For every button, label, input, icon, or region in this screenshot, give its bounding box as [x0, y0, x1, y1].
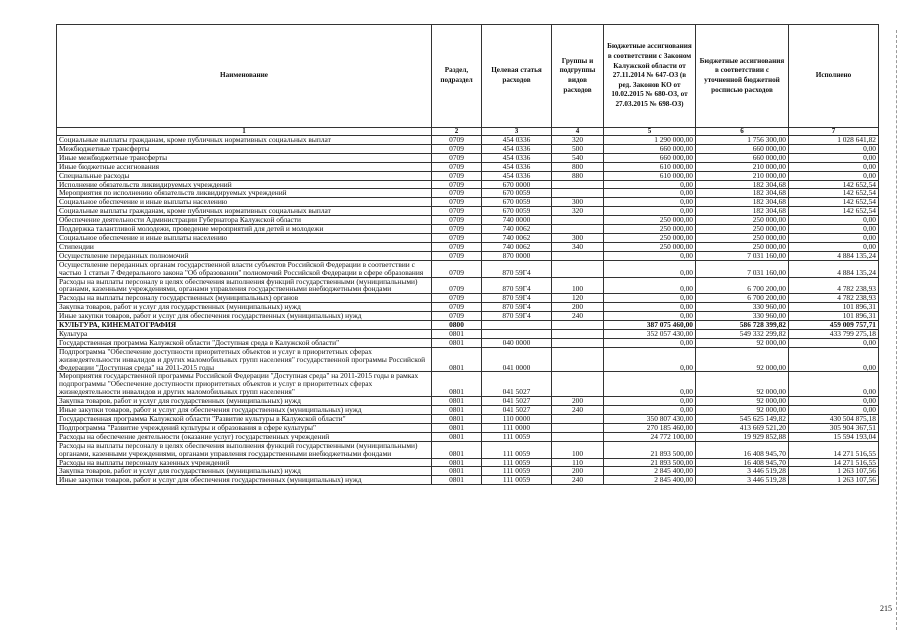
table-cell-vr: [552, 432, 604, 441]
col-number: 7: [789, 128, 879, 136]
table-cell-vr: 300: [552, 198, 604, 207]
table-cell-name: Мероприятия по исполнению обязательств ликвидируемых учреждений: [57, 189, 432, 198]
budget-table: [56, 24, 879, 485]
table-cell-law: 0,00: [604, 312, 696, 321]
table-cell-bud: 660 000,00: [696, 153, 789, 162]
table-cell-exe: 142 652,54: [789, 189, 879, 198]
table-cell-bud: 7 031 160,00: [696, 251, 789, 260]
table-cell-name: КУЛЬТУРА, КИНЕМАТОГРАФИЯ: [57, 321, 432, 330]
table-cell-sec: 0801: [432, 338, 482, 347]
table-cell-exe: 15 594 193,04: [789, 432, 879, 441]
table-cell-sec: 0801: [432, 415, 482, 424]
table-cell-law: 0,00: [604, 338, 696, 347]
table-row: [57, 189, 879, 198]
table-cell-law: 250 000,00: [604, 216, 696, 225]
col-number: 2: [432, 128, 482, 136]
table-cell-law: 0,00: [604, 260, 696, 277]
table-cell-law: 250 000,00: [604, 233, 696, 242]
table-cell-sec: 0709: [432, 233, 482, 242]
table-cell-exe: 0,00: [789, 171, 879, 180]
table-cell-sec: 0801: [432, 329, 482, 338]
table-row: [57, 415, 879, 424]
table-cell-cs: 454 0336: [482, 144, 552, 153]
table-cell-vr: 320: [552, 136, 604, 145]
table-cell-sec: 0709: [432, 162, 482, 171]
budget-table-sheet: [56, 24, 878, 485]
table-cell-law: 0,00: [604, 406, 696, 415]
table-cell-sec: 0709: [432, 180, 482, 189]
table-cell-sec: 0709: [432, 136, 482, 145]
table-cell-name: Осуществление переданных полномочий: [57, 251, 432, 260]
table-cell-law: 350 807 430,00: [604, 415, 696, 424]
table-cell-law: 250 000,00: [604, 225, 696, 234]
table-cell-exe: 0,00: [789, 233, 879, 242]
table-cell-exe: 0,00: [789, 216, 879, 225]
table-cell-law: 2 845 400,00: [604, 467, 696, 476]
table-cell-law: 610 000,00: [604, 171, 696, 180]
table-cell-vr: 320: [552, 207, 604, 216]
table-cell-exe: 0,00: [789, 162, 879, 171]
table-cell-bud: 182 304,68: [696, 198, 789, 207]
table-cell-exe: 0,00: [789, 225, 879, 234]
table-cell-cs: 111 0059: [482, 441, 552, 458]
table-cell-bud: 330 960,00: [696, 303, 789, 312]
table-cell-cs: 670 0059: [482, 189, 552, 198]
table-cell-vr: 340: [552, 242, 604, 251]
table-cell-name: Специальные расходы: [57, 171, 432, 180]
table-cell-name: Расходы на выплаты персоналу в целях обеспечения выполнения функций государственными (муниципальными) органами, казенными учреждениями, органами управления государственными внебюджетными фондами: [57, 277, 432, 294]
table-row: [57, 467, 879, 476]
table-cell-exe: 1 263 107,56: [789, 467, 879, 476]
table-row: [57, 372, 879, 397]
table-cell-bud: 586 728 399,82: [696, 321, 789, 330]
header-budget: Бюджетные ассигнования в соответствии с уточненной бюджетной росписью расходов: [696, 25, 789, 128]
table-cell-exe: 0,00: [789, 347, 879, 372]
table-row: [57, 458, 879, 467]
table-cell-vr: [552, 216, 604, 225]
table-cell-cs: 454 0336: [482, 171, 552, 180]
table-cell-name: Социальные выплаты гражданам, кроме публичных нормативных социальных выплат: [57, 136, 432, 145]
table-row: [57, 294, 879, 303]
table-row: [57, 476, 879, 485]
table-cell-bud: 250 000,00: [696, 242, 789, 251]
table-cell-vr: 540: [552, 153, 604, 162]
table-row: [57, 277, 879, 294]
table-row: [57, 144, 879, 153]
table-cell-vr: [552, 251, 604, 260]
table-cell-name: Закупка товаров, работ и услуг для государственных (муниципальных) нужд: [57, 397, 432, 406]
table-cell-name: Иные бюджетные ассигнования: [57, 162, 432, 171]
table-cell-cs: 454 0336: [482, 153, 552, 162]
table-cell-vr: 110: [552, 458, 604, 467]
table-cell-sec: 0801: [432, 441, 482, 458]
table-cell-cs: 041 5027: [482, 372, 552, 397]
table-row: [57, 260, 879, 277]
table-cell-bud: 250 000,00: [696, 225, 789, 234]
table-cell-name: Расходы на выплаты персоналу государственных (муниципальных) органов: [57, 294, 432, 303]
table-cell-name: Обеспечение деятельности Администрации Губернатора Калужской области: [57, 216, 432, 225]
table-cell-name: Закупка товаров, работ и услуг для государственных (муниципальных) нужд: [57, 303, 432, 312]
table-cell-name: Стипендии: [57, 242, 432, 251]
table-cell-cs: 670 0059: [482, 207, 552, 216]
table-cell-exe: 1 263 107,56: [789, 476, 879, 485]
table-row: [57, 432, 879, 441]
table-cell-sec: 0801: [432, 423, 482, 432]
table-cell-exe: 4 782 238,93: [789, 277, 879, 294]
table-cell-cs: 870 59Г4: [482, 303, 552, 312]
table-cell-law: 660 000,00: [604, 144, 696, 153]
table-cell-bud: 210 000,00: [696, 171, 789, 180]
table-cell-bud: 182 304,68: [696, 207, 789, 216]
table-cell-cs: 110 0000: [482, 415, 552, 424]
table-cell-exe: 14 271 516,55: [789, 441, 879, 458]
table-cell-sec: 0801: [432, 406, 482, 415]
table-cell-name: Расходы на выплаты персоналу казенных учреждений: [57, 458, 432, 467]
table-cell-cs: 111 0059: [482, 458, 552, 467]
table-row: [57, 338, 879, 347]
table-cell-name: Осуществление переданных органам государственной власти субъектов Российской Федерации в соответствии с частью 1 статьи 7 Федерального закона "Об образовании" полномочий Российской Федерации в сфере образования: [57, 260, 432, 277]
table-cell-vr: 500: [552, 144, 604, 153]
table-cell-bud: 19 929 852,88: [696, 432, 789, 441]
table-cell-exe: 305 904 367,51: [789, 423, 879, 432]
table-cell-cs: 041 5027: [482, 406, 552, 415]
table-cell-name: Социальное обеспечение и иные выплаты населению: [57, 198, 432, 207]
table-row: [57, 136, 879, 145]
table-cell-vr: [552, 329, 604, 338]
table-cell-exe: 101 896,31: [789, 303, 879, 312]
table-cell-sec: 0709: [432, 277, 482, 294]
table-row: [57, 153, 879, 162]
header-group: Группы и подгруппы видов расходов: [552, 25, 604, 128]
table-cell-sec: 0709: [432, 312, 482, 321]
table-cell-name: Иные закупки товаров, работ и услуг для обеспечения государственных (муниципальных) нужд: [57, 312, 432, 321]
table-cell-cs: 111 0059: [482, 476, 552, 485]
table-cell-bud: 3 446 519,28: [696, 467, 789, 476]
col-number: 4: [552, 128, 604, 136]
table-cell-sec: 0709: [432, 216, 482, 225]
table-cell-sec: 0709: [432, 260, 482, 277]
table-cell-sec: 0709: [432, 251, 482, 260]
table-cell-exe: 433 799 275,18: [789, 329, 879, 338]
table-cell-cs: 040 0000: [482, 338, 552, 347]
table-cell-sec: 0801: [432, 458, 482, 467]
table-cell-name: Расходы на выплаты персоналу в целях обеспечения выполнения функций государственными (муниципальными) органами, казенными учреждениями, органами управления государственными внебюджетными фондами: [57, 441, 432, 458]
table-cell-law: 0,00: [604, 277, 696, 294]
table-cell-vr: [552, 338, 604, 347]
col-number: 3: [482, 128, 552, 136]
table-cell-bud: 545 625 149,82: [696, 415, 789, 424]
table-cell-name: Иные межбюджетные трансферты: [57, 153, 432, 162]
table-cell-exe: 0,00: [789, 338, 879, 347]
table-cell-cs: 740 0000: [482, 216, 552, 225]
table-cell-name: Иные закупки товаров, работ и услуг для обеспечения государственных (муниципальных) нужд: [57, 406, 432, 415]
table-cell-law: 0,00: [604, 251, 696, 260]
table-row: [57, 216, 879, 225]
table-row: [57, 312, 879, 321]
table-cell-sec: 0709: [432, 189, 482, 198]
table-cell-law: 0,00: [604, 347, 696, 372]
table-cell-vr: 880: [552, 171, 604, 180]
table-cell-vr: 240: [552, 476, 604, 485]
table-cell-exe: 0,00: [789, 406, 879, 415]
table-row: [57, 251, 879, 260]
table-cell-cs: 670 0059: [482, 198, 552, 207]
table-cell-law: 0,00: [604, 294, 696, 303]
header-target: Целевая статья расходов: [482, 25, 552, 128]
col-number: 6: [696, 128, 789, 136]
table-cell-bud: 92 000,00: [696, 372, 789, 397]
table-cell-cs: 740 0062: [482, 242, 552, 251]
table-cell-name: Социальное обеспечение и иные выплаты населению: [57, 233, 432, 242]
table-cell-vr: 240: [552, 406, 604, 415]
table-cell-name: Культура: [57, 329, 432, 338]
table-cell-name: Поддержка талантливой молодежи, проведение мероприятий для детей и молодежи: [57, 225, 432, 234]
table-row: [57, 303, 879, 312]
table-cell-law: 387 075 460,00: [604, 321, 696, 330]
table-cell-cs: 870 59Г4: [482, 294, 552, 303]
table-cell-name: Расходы на обеспечение деятельности (оказание услуг) государственных учреждений: [57, 432, 432, 441]
table-cell-vr: [552, 423, 604, 432]
table-cell-name: Закупка товаров, работ и услуг для государственных (муниципальных) нужд: [57, 467, 432, 476]
table-cell-law: 21 893 500,00: [604, 441, 696, 458]
table-cell-bud: 92 000,00: [696, 338, 789, 347]
table-cell-cs: 111 0059: [482, 432, 552, 441]
table-cell-exe: 0,00: [789, 144, 879, 153]
table-cell-cs: 870 59Г4: [482, 312, 552, 321]
table-cell-cs: 041 0000: [482, 347, 552, 372]
table-cell-exe: 0,00: [789, 242, 879, 251]
table-cell-bud: 92 000,00: [696, 406, 789, 415]
table-cell-exe: 101 896,31: [789, 312, 879, 321]
table-cell-bud: 16 408 945,70: [696, 458, 789, 467]
table-cell-bud: 549 332 299,82: [696, 329, 789, 338]
table-cell-exe: 1 028 641,82: [789, 136, 879, 145]
table-cell-vr: [552, 225, 604, 234]
table-cell-law: 0,00: [604, 397, 696, 406]
table-cell-bud: 92 000,00: [696, 347, 789, 372]
table-cell-bud: 250 000,00: [696, 216, 789, 225]
table-cell-cs: 870 59Г4: [482, 260, 552, 277]
page-number: 215: [880, 604, 892, 613]
table-cell-vr: 800: [552, 162, 604, 171]
table-cell-name: Подпрограмма "Обеспечение доступности приоритетных объектов и услуг в приоритетных сферах жизнедеятельности инвалидов и других маломобильных групп населения" государственной программы Российской Федерации "Доступная среда" на 2011-2015 годы: [57, 347, 432, 372]
table-cell-sec: 0801: [432, 347, 482, 372]
table-row: [57, 233, 879, 242]
table-cell-exe: 4 884 135,24: [789, 251, 879, 260]
table-cell-bud: 7 031 160,00: [696, 260, 789, 277]
table-cell-bud: 330 960,00: [696, 312, 789, 321]
table-row: [57, 171, 879, 180]
table-row: [57, 397, 879, 406]
table-cell-vr: [552, 347, 604, 372]
table-cell-vr: 200: [552, 397, 604, 406]
table-cell-exe: 4 782 238,93: [789, 294, 879, 303]
table-cell-vr: [552, 189, 604, 198]
table-cell-exe: 459 009 757,71: [789, 321, 879, 330]
table-cell-exe: 142 652,54: [789, 207, 879, 216]
table-cell-vr: 100: [552, 441, 604, 458]
table-cell-vr: 300: [552, 233, 604, 242]
table-cell-law: 0,00: [604, 303, 696, 312]
table-cell-sec: 0801: [432, 372, 482, 397]
table-cell-bud: 6 700 200,00: [696, 277, 789, 294]
table-cell-bud: 92 000,00: [696, 397, 789, 406]
table-cell-vr: [552, 260, 604, 277]
table-cell-sec: 0709: [432, 153, 482, 162]
table-cell-sec: 0709: [432, 303, 482, 312]
table-cell-cs: 740 0062: [482, 233, 552, 242]
table-cell-name: Подпрограмма "Развитие учреждений культуры и образования в сфере культуры": [57, 423, 432, 432]
table-cell-bud: 16 408 945,70: [696, 441, 789, 458]
table-cell-vr: [552, 415, 604, 424]
header-section: Раздел, подраздел: [432, 25, 482, 128]
table-cell-cs: 454 0336: [482, 162, 552, 171]
col-number: 5: [604, 128, 696, 136]
table-cell-vr: 120: [552, 294, 604, 303]
table-cell-law: 1 290 000,00: [604, 136, 696, 145]
table-cell-law: 21 893 500,00: [604, 458, 696, 467]
table-row: [57, 180, 879, 189]
table-cell-sec: 0709: [432, 225, 482, 234]
table-cell-sec: 0801: [432, 476, 482, 485]
table-cell-sec: 0709: [432, 207, 482, 216]
table-cell-exe: 0,00: [789, 397, 879, 406]
table-cell-sec: 0709: [432, 294, 482, 303]
table-cell-sec: 0709: [432, 144, 482, 153]
table-cell-bud: 413 669 521,20: [696, 423, 789, 432]
header-name: Наименование: [57, 25, 432, 128]
table-cell-bud: 3 446 519,28: [696, 476, 789, 485]
table-cell-vr: 100: [552, 277, 604, 294]
table-cell-name: Межбюджетные трансферты: [57, 144, 432, 153]
table-cell-name: Иные закупки товаров, работ и услуг для обеспечения государственных (муниципальных) нужд: [57, 476, 432, 485]
table-cell-cs: 454 0336: [482, 136, 552, 145]
table-cell-bud: 660 000,00: [696, 144, 789, 153]
col-number: 1: [57, 128, 432, 136]
header-law: Бюджетные ассигнования в соответствии с Законом Калужской области от 27.11.2014 № 647-ОЗ (в ред. Законов КО от 10.02.2015 № 680-ОЗ, от 27.03.2015 № 698-ОЗ): [604, 25, 696, 128]
table-cell-bud: 182 304,68: [696, 189, 789, 198]
table-cell-sec: 0709: [432, 242, 482, 251]
table-cell-name: Государственная программа Калужской области "Развитие культуры в Калужской области": [57, 415, 432, 424]
table-cell-vr: [552, 180, 604, 189]
table-cell-law: 0,00: [604, 180, 696, 189]
table-cell-bud: 6 700 200,00: [696, 294, 789, 303]
table-cell-name: Социальные выплаты гражданам, кроме публичных нормативных социальных выплат: [57, 207, 432, 216]
table-row: [57, 321, 879, 330]
table-cell-law: 24 772 100,00: [604, 432, 696, 441]
table-cell-law: 0,00: [604, 207, 696, 216]
page-edge-divider: [896, 30, 899, 630]
table-row: [57, 207, 879, 216]
table-cell-exe: 142 652,54: [789, 180, 879, 189]
table-row: [57, 423, 879, 432]
table-row: [57, 347, 879, 372]
table-row: [57, 225, 879, 234]
header-executed: Исполнено: [789, 25, 879, 128]
table-cell-cs: 870 0000: [482, 251, 552, 260]
table-cell-name: Исполнение обязательств ликвидируемых учреждений: [57, 180, 432, 189]
table-row: [57, 441, 879, 458]
table-cell-law: 2 845 400,00: [604, 476, 696, 485]
table-cell-exe: 430 504 875,18: [789, 415, 879, 424]
table-cell-cs: 870 59Г4: [482, 277, 552, 294]
table-cell-law: 250 000,00: [604, 242, 696, 251]
table-row: [57, 162, 879, 171]
table-cell-sec: 0800: [432, 321, 482, 330]
table-row: [57, 406, 879, 415]
table-cell-law: 660 000,00: [604, 153, 696, 162]
table-cell-exe: 0,00: [789, 372, 879, 397]
table-cell-bud: 250 000,00: [696, 233, 789, 242]
table-row: [57, 242, 879, 251]
table-cell-name: Мероприятия государственной программы Российской Федерации "Доступная среда" на 2011-2015 годы в рамках подпрограммы "Обеспечение доступности приоритетных объектов и услуг в приоритетных сферах жизнедеятельности инвалидов и других маломобильных групп населения": [57, 372, 432, 397]
table-cell-cs: 111 0000: [482, 423, 552, 432]
table-cell-exe: 0,00: [789, 153, 879, 162]
table-row: [57, 329, 879, 338]
table-cell-sec: 0801: [432, 467, 482, 476]
table-cell-bud: 1 756 300,00: [696, 136, 789, 145]
table-cell-cs: [482, 329, 552, 338]
table-cell-law: 352 057 430,00: [604, 329, 696, 338]
table-cell-sec: 0801: [432, 432, 482, 441]
table-cell-law: 270 185 460,00: [604, 423, 696, 432]
table-cell-exe: 142 652,54: [789, 198, 879, 207]
table-cell-law: 0,00: [604, 198, 696, 207]
table-cell-exe: 14 271 516,55: [789, 458, 879, 467]
table-cell-name: Государственная программа Калужской области "Доступная среда в Калужской области": [57, 338, 432, 347]
table-cell-vr: 200: [552, 303, 604, 312]
table-cell-vr: [552, 372, 604, 397]
table-cell-sec: 0709: [432, 171, 482, 180]
table-cell-cs: 041 5027: [482, 397, 552, 406]
table-cell-sec: 0801: [432, 397, 482, 406]
table-cell-exe: 4 884 135,24: [789, 260, 879, 277]
table-cell-cs: 670 0000: [482, 180, 552, 189]
table-cell-bud: 182 304,68: [696, 180, 789, 189]
table-cell-vr: 200: [552, 467, 604, 476]
table-cell-vr: [552, 321, 604, 330]
table-cell-law: 0,00: [604, 372, 696, 397]
table-cell-cs: [482, 321, 552, 330]
table-cell-bud: 210 000,00: [696, 162, 789, 171]
table-cell-sec: 0709: [432, 198, 482, 207]
table-cell-law: 610 000,00: [604, 162, 696, 171]
table-cell-law: 0,00: [604, 189, 696, 198]
table-cell-cs: 740 0062: [482, 225, 552, 234]
table-row: [57, 198, 879, 207]
table-cell-vr: 240: [552, 312, 604, 321]
table-cell-cs: 111 0059: [482, 467, 552, 476]
